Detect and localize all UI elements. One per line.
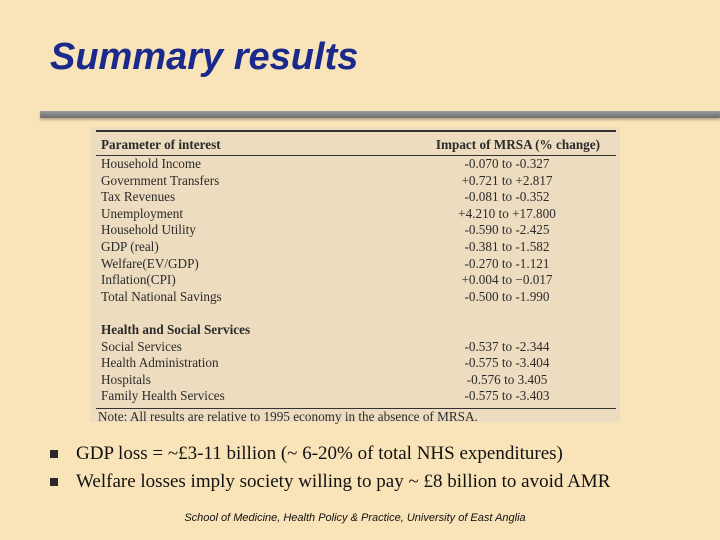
row-impact: -0.381 to -1.582 (464, 238, 550, 254)
row-impact: +4.210 to +17.800 (458, 205, 556, 221)
row-impact: -0.576 to 3.405 (466, 371, 548, 387)
row-parameter: GDP (real) (101, 238, 159, 254)
table-row (96, 388, 616, 405)
bullet-item (50, 468, 610, 496)
row-impact: -0.537 to -2.344 (464, 338, 550, 354)
row-impact: +0.004 to −0.017 (461, 272, 553, 288)
row-parameter: Hospitals (101, 371, 151, 387)
row-impact: -0.070 to -0.327 (464, 156, 550, 171)
row-impact: -0.575 to -3.403 (464, 388, 550, 404)
row-parameter: Household Income (101, 156, 201, 171)
table-row (96, 239, 616, 256)
table-row (96, 156, 616, 173)
bullet-item (50, 440, 610, 468)
row-parameter: Household Utility (101, 222, 196, 238)
bullet-text: GDP loss = ~£3-11 billion (~ 6-20% of total NHS expenditures) (76, 443, 563, 464)
row-parameter: Unemployment (101, 205, 184, 221)
table-row (96, 189, 616, 206)
row-impact: -0.590 to -2.425 (464, 222, 550, 238)
bullet-text: Welfare losses imply society willing to pay ~ £8 billion to avoid AMR (76, 471, 611, 492)
row-parameter: Inflation(CPI) (101, 272, 176, 288)
table-row (96, 256, 616, 273)
row-parameter: Tax Revenues (101, 189, 176, 205)
bullet-list (50, 440, 610, 496)
square-bullet-icon (50, 478, 58, 486)
table-row (96, 372, 616, 389)
row-impact: -0.575 to -3.404 (464, 355, 550, 371)
row-parameter: Welfare(EV/GDP) (101, 255, 199, 271)
slide-footer: School of Medicine, Health Policy & Practice, University of East Anglia (184, 512, 526, 524)
table-row (96, 222, 616, 239)
row-impact: +0.721 to +2.817 (461, 172, 553, 188)
row-parameter: Social Services (101, 338, 182, 354)
slide-title: Summary results (50, 36, 359, 78)
table-row (96, 339, 616, 356)
section-spacer (96, 305, 616, 322)
header-impact: Impact of MRSA (% change) (435, 137, 600, 152)
row-parameter: Total National Savings (101, 288, 222, 304)
row-parameter: Family Health Services (101, 388, 225, 404)
table-row (96, 272, 616, 289)
title-divider (40, 111, 720, 118)
square-bullet-icon (50, 450, 58, 458)
table-row (96, 206, 616, 223)
table-note: Note: All results are relative to 1995 economy in the absence of MRSA. (96, 408, 616, 425)
table-row (96, 289, 616, 306)
row-impact: -0.081 to -0.352 (464, 189, 550, 205)
table-row (96, 173, 616, 190)
table-row (96, 355, 616, 372)
row-impact: -0.270 to -1.121 (464, 255, 550, 271)
table-header (96, 130, 616, 156)
section-title: Health and Social Services (101, 321, 251, 337)
results-table (96, 130, 616, 425)
row-parameter: Government Transfers (101, 172, 220, 188)
row-impact: -0.500 to -1.990 (464, 288, 550, 304)
row-parameter: Health Administration (101, 355, 219, 371)
header-parameter: Parameter of interest (101, 137, 221, 152)
